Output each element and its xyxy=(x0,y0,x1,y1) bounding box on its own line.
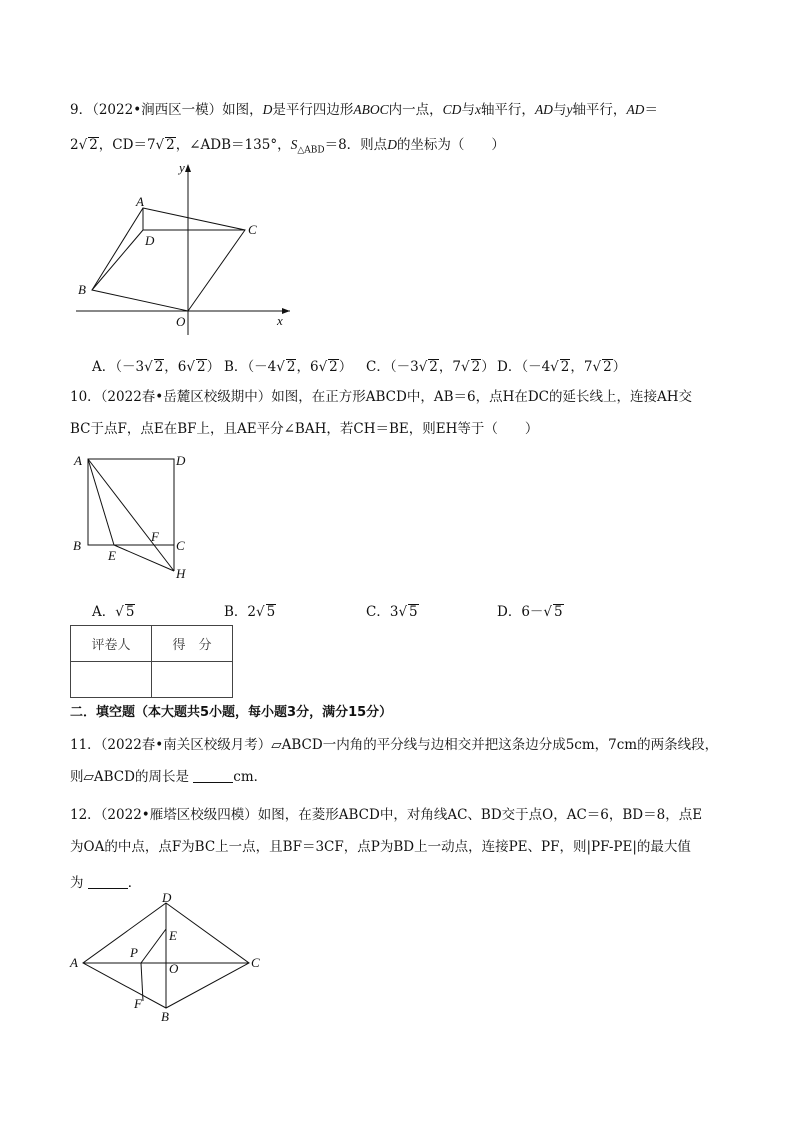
segment-EP xyxy=(141,929,166,963)
label-F: F xyxy=(151,529,159,544)
label-O: O xyxy=(169,961,179,976)
y-axis-arrow-icon xyxy=(185,164,191,172)
q9-choice-b[interactable]: B．（－4√ 2，6√ 2） xyxy=(224,359,353,375)
q12-line3: 为 ． xyxy=(70,875,142,891)
label-B: B xyxy=(78,282,86,297)
x-axis-arrow-icon xyxy=(282,308,290,314)
q12-answer-blank[interactable] xyxy=(88,876,128,889)
label-y: y xyxy=(179,160,185,175)
label-B: B xyxy=(161,1009,169,1024)
score-table-cell-score xyxy=(152,662,233,698)
q10-figure xyxy=(70,450,200,585)
label-D: D xyxy=(176,453,186,468)
label-F: F xyxy=(134,996,142,1011)
q10-choice-a[interactable]: A．√ 5 xyxy=(92,604,135,620)
label-A: A xyxy=(136,194,144,209)
segment-AE xyxy=(88,459,114,545)
q12-line2: 为OA的中点，点F为BC上一点，且BF＝3CF，点P为BD上一动点，连接PE、PF，则|PF-PE|的最大值 xyxy=(70,839,691,855)
segment-EH xyxy=(114,545,174,571)
q9-choice-c[interactable]: C．（－3√ 2，7√ 2） xyxy=(366,359,495,375)
q9-choice-d[interactable]: D．（－4√ 2，7√ 2） xyxy=(497,359,627,375)
score-table-cell-grader xyxy=(71,662,152,698)
label-P: P xyxy=(130,945,138,960)
score-table-header-grader: 评卷人 xyxy=(71,626,152,662)
q9-line1: 9．（2022•涧西区一模）如图，D是平行四边形ABOC内一点，CD与x轴平行，AD与y轴平行，AD＝ xyxy=(70,102,658,118)
segment-DB xyxy=(92,230,143,290)
q12-figure xyxy=(68,893,268,1025)
label-C: C xyxy=(248,222,257,237)
segment-AH xyxy=(88,459,174,571)
q11-answer-blank[interactable] xyxy=(193,770,233,783)
q10-line1: 10．（2022春•岳麓区校级期中）如图，在正方形ABCD中，AB＝6，点H在DC的延长线上，连接AH交 xyxy=(70,389,693,405)
label-C: C xyxy=(176,538,185,553)
section-title: 二．填空题（本大题共5小题，每小题3分，满分15分） xyxy=(70,705,393,720)
q11-line1: 11．（2022春•南关区校级月考）▱ABCD一内角的平分线与边相交并把这条边分成5cm，7cm的两条线段， xyxy=(70,737,719,753)
label-A: A xyxy=(74,453,82,468)
q10-choice-b[interactable]: B．2√ 5 xyxy=(224,604,276,620)
score-table xyxy=(70,625,233,698)
q10-choice-d[interactable]: D．6－√ 5 xyxy=(497,604,563,620)
parallelogram-ABOC xyxy=(92,208,245,311)
label-D: D xyxy=(162,893,172,905)
label-E: E xyxy=(108,548,116,563)
label-B: B xyxy=(73,538,81,553)
q10-line2: BC于点F，点E在BF上，且AE平分∠BAH，若CH＝BE，则EH等于（ ） xyxy=(70,421,539,437)
label-E: E xyxy=(169,928,177,943)
label-A: A xyxy=(70,955,78,970)
q12-line1: 12．（2022•雁塔区校级四模）如图，在菱形ABCD中，对角线AC、BD交于点O，AC＝6，BD＝8，点E xyxy=(70,807,703,823)
label-C: C xyxy=(251,955,260,970)
score-table-header-score: 得 分 xyxy=(152,626,233,662)
q9-figure xyxy=(70,160,300,340)
q9-line2: 2√ 2，CD＝7√ 2，∠ADB＝135°，$S_{\triangle ABD}=8$．则点D的坐标为（ ） xyxy=(70,137,505,156)
label-D: D xyxy=(145,233,155,248)
q11-line2: 则▱ABCD的周长是 cm． xyxy=(70,769,268,785)
label-O: O xyxy=(176,314,186,329)
q9-choice-a[interactable]: A．（－3√ 2，6√ 2） xyxy=(92,359,221,375)
label-x: x xyxy=(277,313,283,328)
q10-choice-c[interactable]: C．3√ 5 xyxy=(366,604,418,620)
label-H: H xyxy=(176,566,186,581)
